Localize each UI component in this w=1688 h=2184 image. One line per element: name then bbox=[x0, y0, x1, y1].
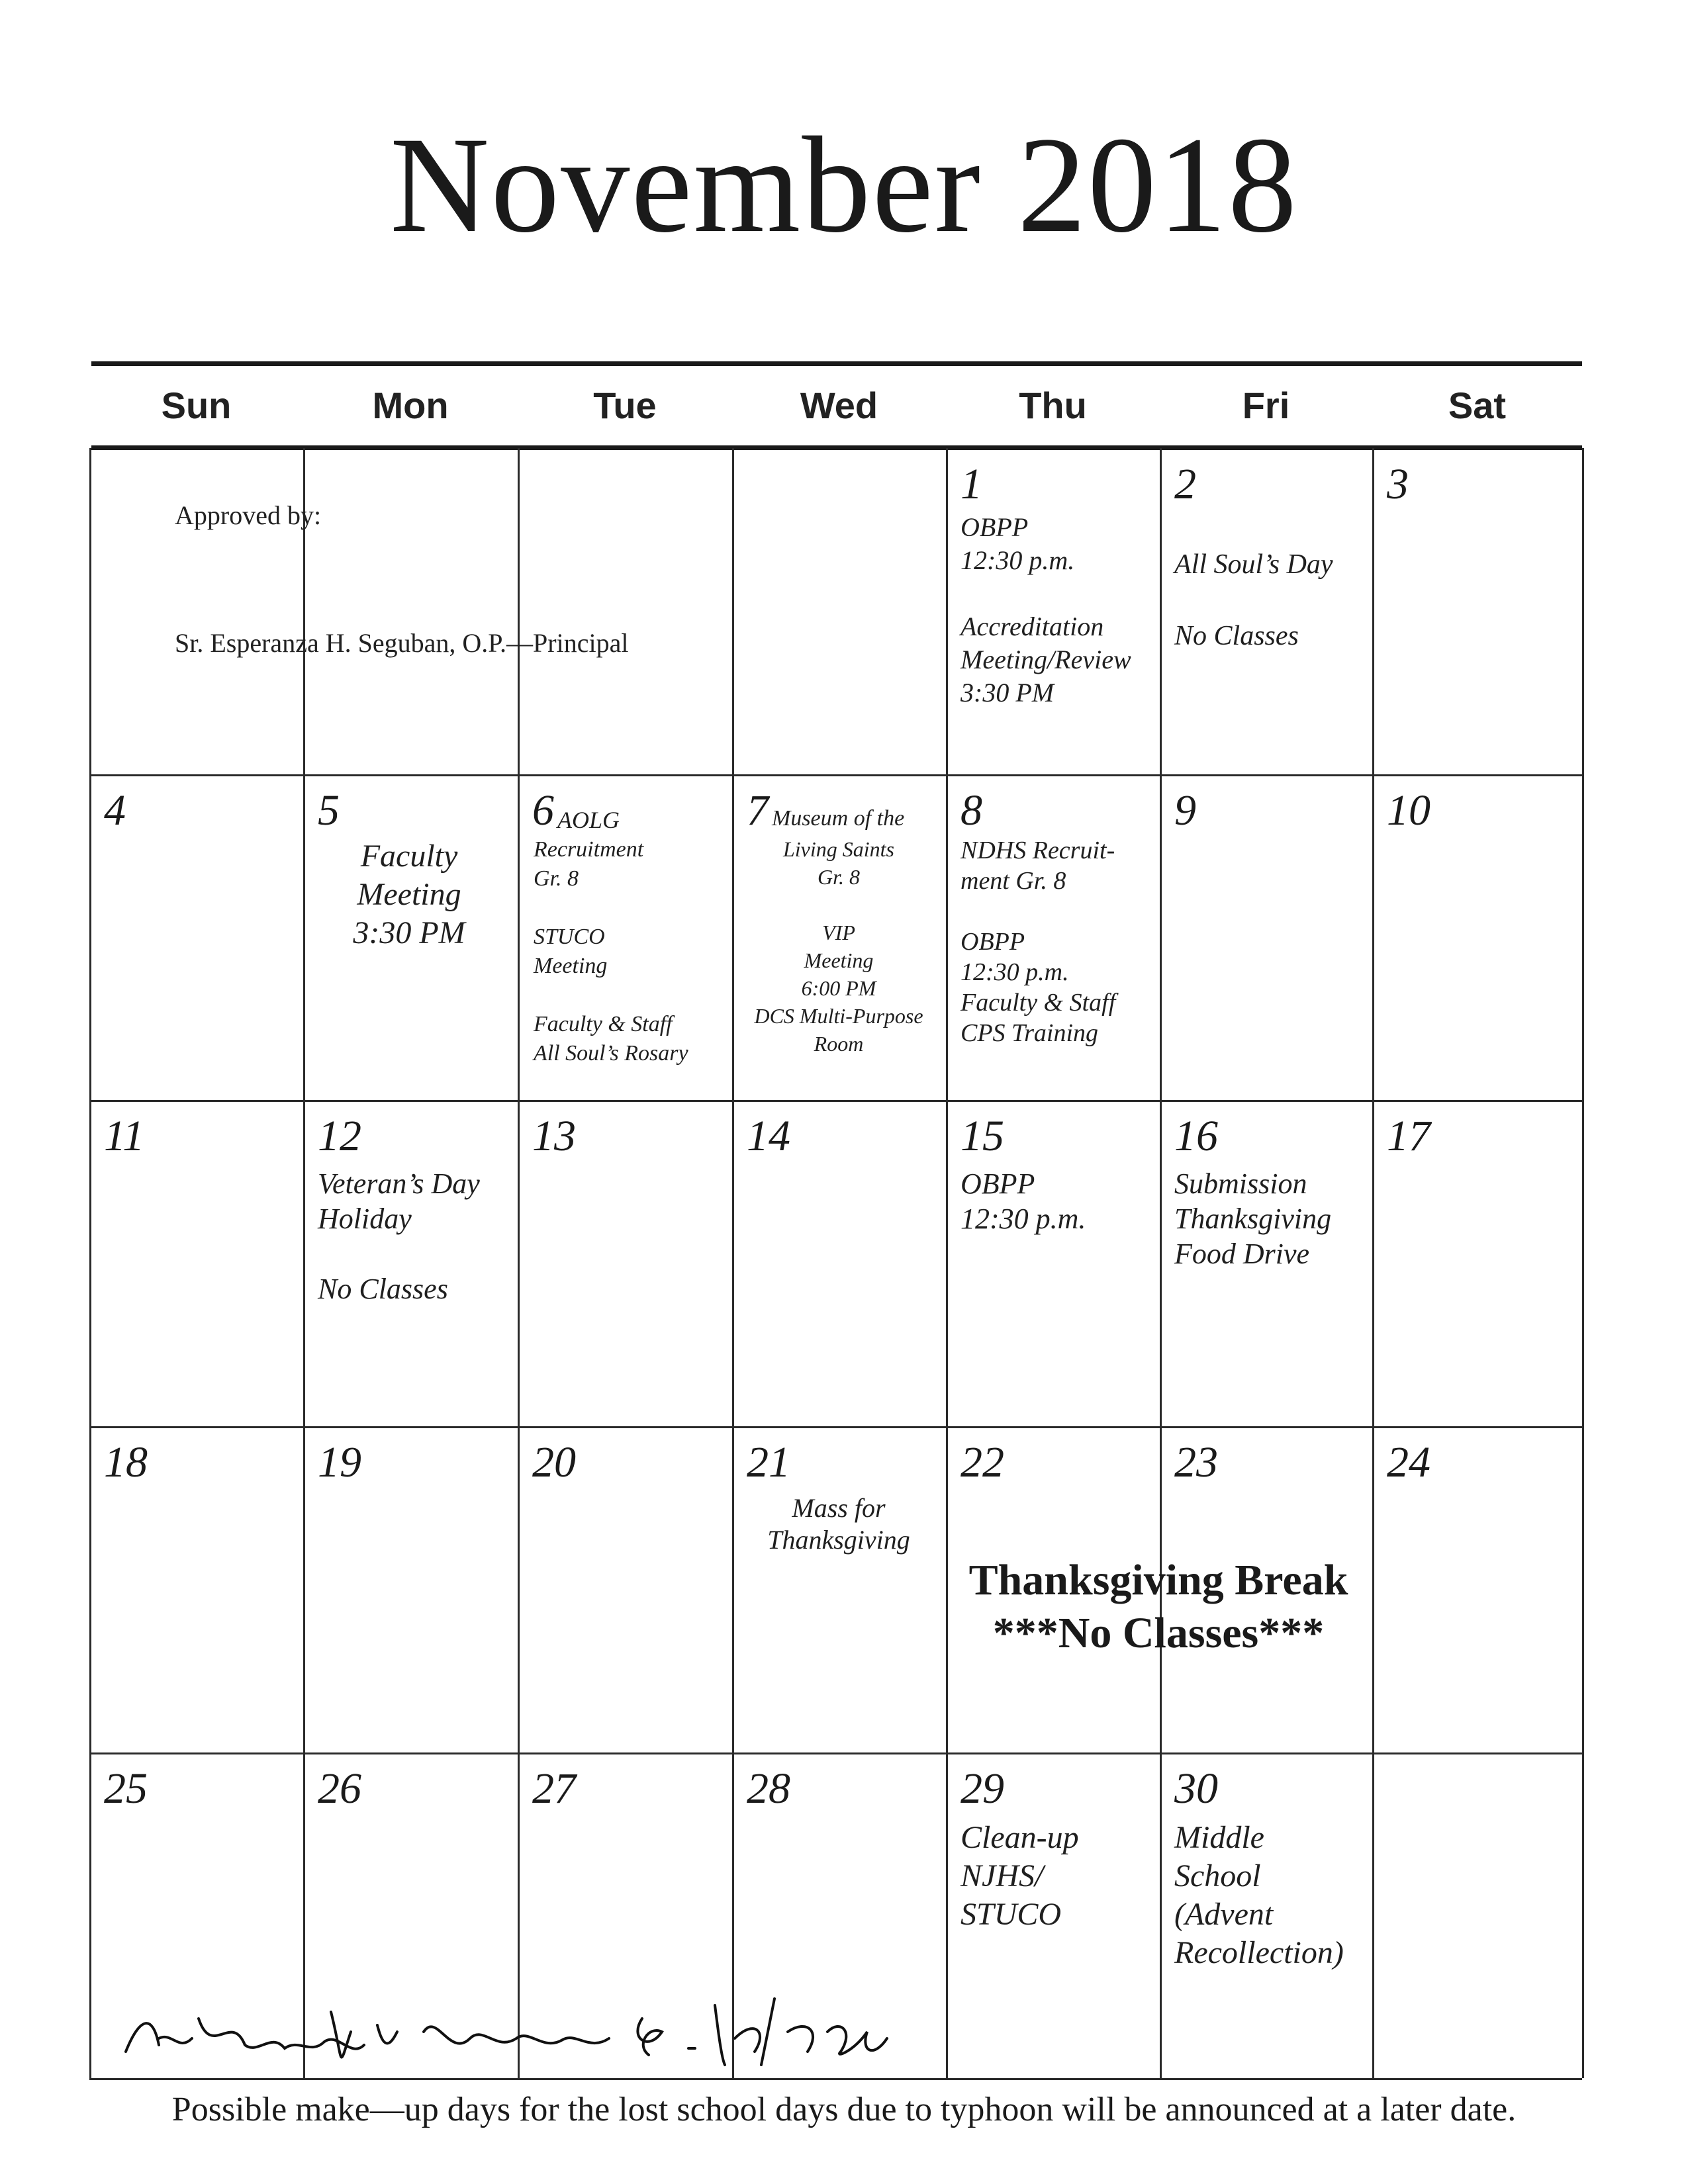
thanksgiving-break-title: Thanksgiving Break bbox=[968, 1556, 1348, 1604]
event-inline-label: AOLG bbox=[557, 807, 620, 833]
event-line: No Classes bbox=[1174, 621, 1299, 651]
event-spacer bbox=[961, 577, 1131, 610]
day-cell-18 bbox=[89, 1426, 303, 1752]
event-line: Middle bbox=[1174, 1820, 1264, 1855]
day-number: 8 bbox=[961, 786, 982, 835]
day-number: 11 bbox=[104, 1112, 145, 1160]
event-list bbox=[1174, 511, 1333, 654]
grid-column-line bbox=[1582, 448, 1584, 2078]
event-line: Living Saints bbox=[782, 837, 894, 861]
event-list bbox=[961, 511, 1131, 709]
day-cell-4 bbox=[89, 774, 303, 1100]
day-cell-21 bbox=[732, 1426, 946, 1752]
thanksgiving-break-no-classes: ***No Classes*** bbox=[992, 1609, 1325, 1657]
event-line: Meeting bbox=[804, 948, 874, 972]
day-number: 5 bbox=[318, 786, 340, 835]
day-cell-6 bbox=[518, 774, 732, 1100]
day-cell-19 bbox=[303, 1426, 518, 1752]
event-list bbox=[1174, 1819, 1344, 1972]
event-line: Recollection) bbox=[1174, 1935, 1344, 1970]
event-list bbox=[961, 835, 1115, 1048]
day-number: 7 bbox=[747, 786, 769, 835]
event-spacer bbox=[534, 981, 688, 1010]
day-number: 26 bbox=[318, 1764, 361, 1813]
day-cell-16 bbox=[1160, 1100, 1372, 1426]
event-line: Gr. 8 bbox=[534, 866, 579, 891]
day-cell-5 bbox=[303, 774, 518, 1100]
day-cell-17 bbox=[1372, 1100, 1582, 1426]
day-cell-empty bbox=[732, 448, 946, 774]
day-number: 12 bbox=[318, 1112, 361, 1160]
day-number: 30 bbox=[1174, 1764, 1218, 1813]
handwritten-signature bbox=[119, 1992, 914, 2071]
event-line: OBPP bbox=[961, 1167, 1035, 1200]
day-cell-empty bbox=[1372, 1752, 1582, 2078]
event-line: Faculty bbox=[360, 839, 458, 874]
day-cell-14 bbox=[732, 1100, 946, 1426]
event-line: DCS Multi-Purpose bbox=[754, 1004, 923, 1028]
day-number: 23 bbox=[1174, 1438, 1218, 1486]
event-line: Room bbox=[814, 1032, 864, 1056]
grid-row-line bbox=[89, 2078, 1582, 2080]
day-cell-30 bbox=[1160, 1752, 1372, 2078]
event-line: OBPP bbox=[961, 512, 1029, 542]
event-line: Mass for bbox=[792, 1493, 886, 1523]
footer-note: Possible make—up days for the lost school days due to typhoon will be announced at a later date. bbox=[171, 2091, 1517, 2128]
event-spacer bbox=[318, 1236, 480, 1271]
day-number: 18 bbox=[104, 1438, 148, 1486]
day-cell-12 bbox=[303, 1100, 518, 1426]
event-spacer bbox=[534, 893, 688, 923]
day-cell-empty bbox=[518, 448, 732, 774]
event-line: Faculty & Staff bbox=[961, 989, 1116, 1017]
day-number: 16 bbox=[1174, 1112, 1218, 1160]
event-line: Accreditation bbox=[961, 612, 1104, 641]
day-cell-7 bbox=[732, 774, 946, 1100]
event-line: Veteran’s Day bbox=[318, 1167, 480, 1200]
calendar-title: November 2018 bbox=[390, 109, 1298, 261]
event-line: 3:30 PM bbox=[353, 915, 465, 950]
event-line: All Soul’s Rosary bbox=[534, 1041, 688, 1066]
day-cell-2 bbox=[1160, 448, 1372, 774]
day-cell-20 bbox=[518, 1426, 732, 1752]
event-line: Meeting/Review bbox=[961, 645, 1131, 674]
event-list bbox=[961, 1819, 1079, 1934]
event-line: 12:30 p.m. bbox=[961, 958, 1069, 986]
event-spacer bbox=[961, 896, 1115, 927]
event-line: Clean-up bbox=[961, 1820, 1079, 1855]
event-line: School bbox=[1174, 1858, 1261, 1893]
weekday-header-fri: Fri bbox=[1242, 385, 1290, 426]
approver-name: Sr. Esperanza H. Seguban, O.P.—Principal bbox=[175, 628, 629, 658]
day-cell-9 bbox=[1160, 774, 1372, 1100]
day-cell-3 bbox=[1372, 448, 1582, 774]
event-line: ment Gr. 8 bbox=[961, 867, 1066, 895]
weekday-header-wed: Wed bbox=[800, 385, 878, 426]
event-spacer bbox=[1174, 582, 1333, 618]
event-list bbox=[732, 1492, 945, 1556]
day-cell-24 bbox=[1372, 1426, 1582, 1752]
event-line: Thanksgiving bbox=[767, 1525, 910, 1555]
event-list bbox=[961, 1166, 1086, 1236]
day-number: 21 bbox=[747, 1438, 790, 1486]
event-list bbox=[318, 1166, 480, 1306]
weekday-header-sat: Sat bbox=[1448, 385, 1507, 426]
event-inline-label: Museum of the bbox=[772, 806, 905, 831]
event-list bbox=[303, 837, 515, 952]
day-number: 13 bbox=[532, 1112, 576, 1160]
event-line: Meeting bbox=[357, 877, 461, 912]
event-line: Meeting bbox=[534, 954, 608, 978]
day-number: 29 bbox=[961, 1764, 1004, 1813]
day-number: 10 bbox=[1387, 786, 1430, 835]
day-cell-1 bbox=[946, 448, 1160, 774]
day-number: 22 bbox=[961, 1438, 1004, 1486]
event-list bbox=[534, 835, 688, 1068]
approved-by-label: Approved by: bbox=[175, 500, 322, 530]
day-number: 15 bbox=[961, 1112, 1004, 1160]
day-number: 28 bbox=[747, 1764, 790, 1813]
event-line: NDHS Recruit- bbox=[961, 837, 1115, 864]
weekday-header-thu: Thu bbox=[1019, 385, 1087, 426]
event-line: STUCO bbox=[534, 925, 605, 949]
event-spacer bbox=[732, 891, 945, 919]
weekday-header-mon: Mon bbox=[372, 385, 449, 426]
day-number: 27 bbox=[532, 1764, 576, 1813]
event-line: 3:30 PM bbox=[961, 678, 1055, 707]
day-cell-empty bbox=[303, 448, 518, 774]
event-line: Faculty & Staff bbox=[534, 1012, 673, 1036]
header-top-rule bbox=[91, 361, 1582, 366]
day-number: 4 bbox=[104, 786, 126, 835]
event-line: 12:30 p.m. bbox=[961, 545, 1075, 575]
event-line: No Classes bbox=[318, 1273, 448, 1305]
day-number: 1 bbox=[961, 460, 982, 508]
day-cell-8 bbox=[946, 774, 1160, 1100]
day-number: 6 bbox=[532, 786, 554, 835]
event-line: CPS Training bbox=[961, 1019, 1098, 1047]
day-cell-empty bbox=[89, 448, 303, 774]
day-number: 17 bbox=[1387, 1112, 1430, 1160]
day-cell-29 bbox=[946, 1752, 1160, 2078]
event-line: OBPP bbox=[961, 928, 1025, 956]
day-number: 25 bbox=[104, 1764, 148, 1813]
event-line: (Advent bbox=[1174, 1897, 1274, 1932]
day-cell-11 bbox=[89, 1100, 303, 1426]
day-number: 2 bbox=[1174, 460, 1196, 508]
day-cell-13 bbox=[518, 1100, 732, 1426]
event-line: Submission bbox=[1174, 1167, 1307, 1200]
day-cell-15 bbox=[946, 1100, 1160, 1426]
event-line: Thanksgiving bbox=[1174, 1203, 1332, 1235]
day-number: 19 bbox=[318, 1438, 361, 1486]
event-line: Recruitment bbox=[534, 837, 644, 862]
event-line: Holiday bbox=[318, 1203, 412, 1235]
event-line: All Soul’s Day bbox=[1174, 549, 1333, 580]
event-line: VIP bbox=[822, 921, 855, 944]
day-number: 3 bbox=[1387, 460, 1409, 508]
event-line: 12:30 p.m. bbox=[961, 1203, 1086, 1235]
weekday-header-tue: Tue bbox=[593, 385, 657, 426]
day-cell-10 bbox=[1372, 774, 1582, 1100]
event-line: NJHS/ bbox=[961, 1858, 1044, 1893]
event-line: 6:00 PM bbox=[801, 976, 876, 1000]
event-list bbox=[732, 835, 945, 1058]
event-list bbox=[1174, 1166, 1331, 1271]
event-line: Gr. 8 bbox=[817, 865, 860, 889]
weekday-header-sun: Sun bbox=[161, 385, 232, 426]
event-spacer bbox=[1174, 511, 1333, 547]
event-line: STUCO bbox=[961, 1897, 1062, 1932]
event-line: Food Drive bbox=[1174, 1238, 1310, 1270]
day-number: 24 bbox=[1387, 1438, 1430, 1486]
day-number: 14 bbox=[747, 1112, 790, 1160]
day-number: 9 bbox=[1174, 786, 1196, 835]
day-number: 20 bbox=[532, 1438, 576, 1486]
